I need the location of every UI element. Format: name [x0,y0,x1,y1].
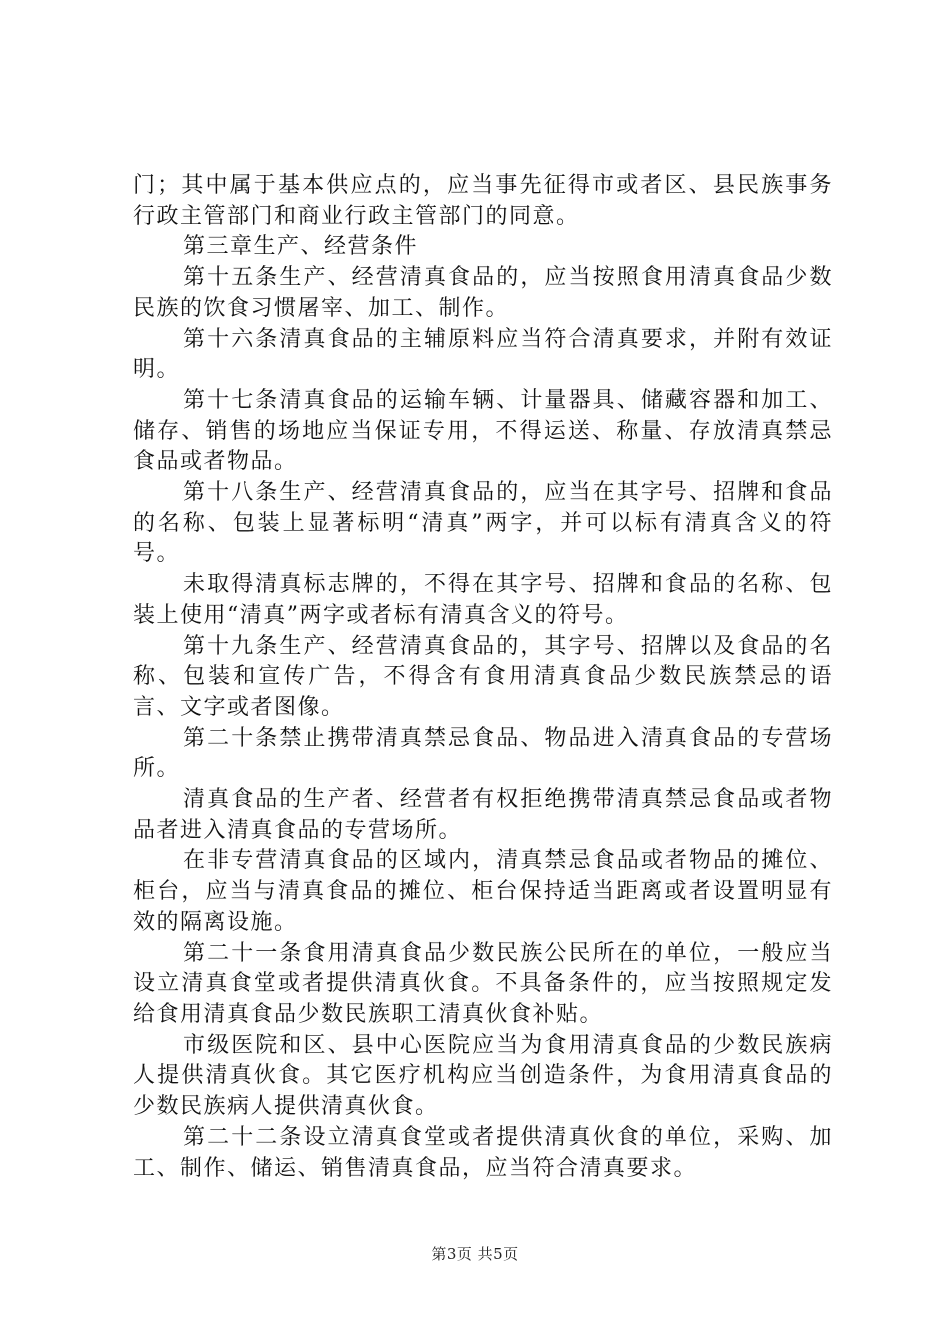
paragraph: 第二十条禁止携带清真禁忌食品、物品进入清真食品的专营场所。 [133,725,833,782]
paragraph: 第十七条清真食品的运输车辆、计量器具、储藏容器和加工、储存、销售的场地应当保证专用，不得运送、称量、存放清真禁忌食品或者物品。 [133,387,833,475]
paragraph: 第十六条清真食品的主辅原料应当符合清真要求，并附有效证明。 [133,326,833,383]
paragraph: 第十八条生产、经营清真食品的，应当在其字号、招牌和食品的名称、包装上显著标明“清真”两字，并可以标有清真含义的符号。 [133,480,833,567]
paragraph: 第十九条生产、经营清真食品的，其字号、招牌以及食品的名称、包装和宣传广告，不得含有食用清真食品少数民族禁忌的语言、文字或者图像。 [133,633,833,720]
paragraph: 市级医院和区、县中心医院应当为食用清真食品的少数民族病人提供清真伙食。其它医疗机构应当创造条件，为食用清真食品的少数民族病人提供清真伙食。 [133,1032,833,1120]
page-number-footer: 第3页 共5页 [431,1245,519,1263]
paragraph: 第二十一条食用清真食品少数民族公民所在的单位，一般应当设立清真食堂或者提供清真伙食。不具备条件的，应当按照规定发给食用清真食品少数民族职工清真伙食补贴。 [133,940,833,1027]
paragraph: 第十五条生产、经营清真食品的，应当按照食用清真食品少数民族的饮食习惯屠宰、加工、制作。 [133,265,833,321]
document-body [133,171,833,1184]
paragraph: 第二十二条设立清真食堂或者提供清真伙食的单位，采购、加工、制作、储运、销售清真食品，应当符合清真要求。 [133,1124,833,1181]
paragraph: 门；其中属于基本供应点的，应当事先征得市或者区、县民族事务行政主管部门和商业行政主管部门的同意。 [133,173,833,229]
chapter-heading: 第三章生产、经营条件 [183,234,419,260]
paragraph: 清真食品的生产者、经营者有权拒绝携带清真禁忌食品或者物品者进入清真食品的专营场所。 [133,787,833,843]
paragraph: 在非专营清真食品的区域内，清真禁忌食品或者物品的摊位、柜台，应当与清真食品的摊位、柜台保持适当距离或者设置明显有效的隔离设施。 [133,848,833,935]
paragraph: 未取得清真标志牌的，不得在其字号、招牌和食品的名称、包装上使用“清真”两字或者标有清真含义的符号。 [133,572,833,628]
